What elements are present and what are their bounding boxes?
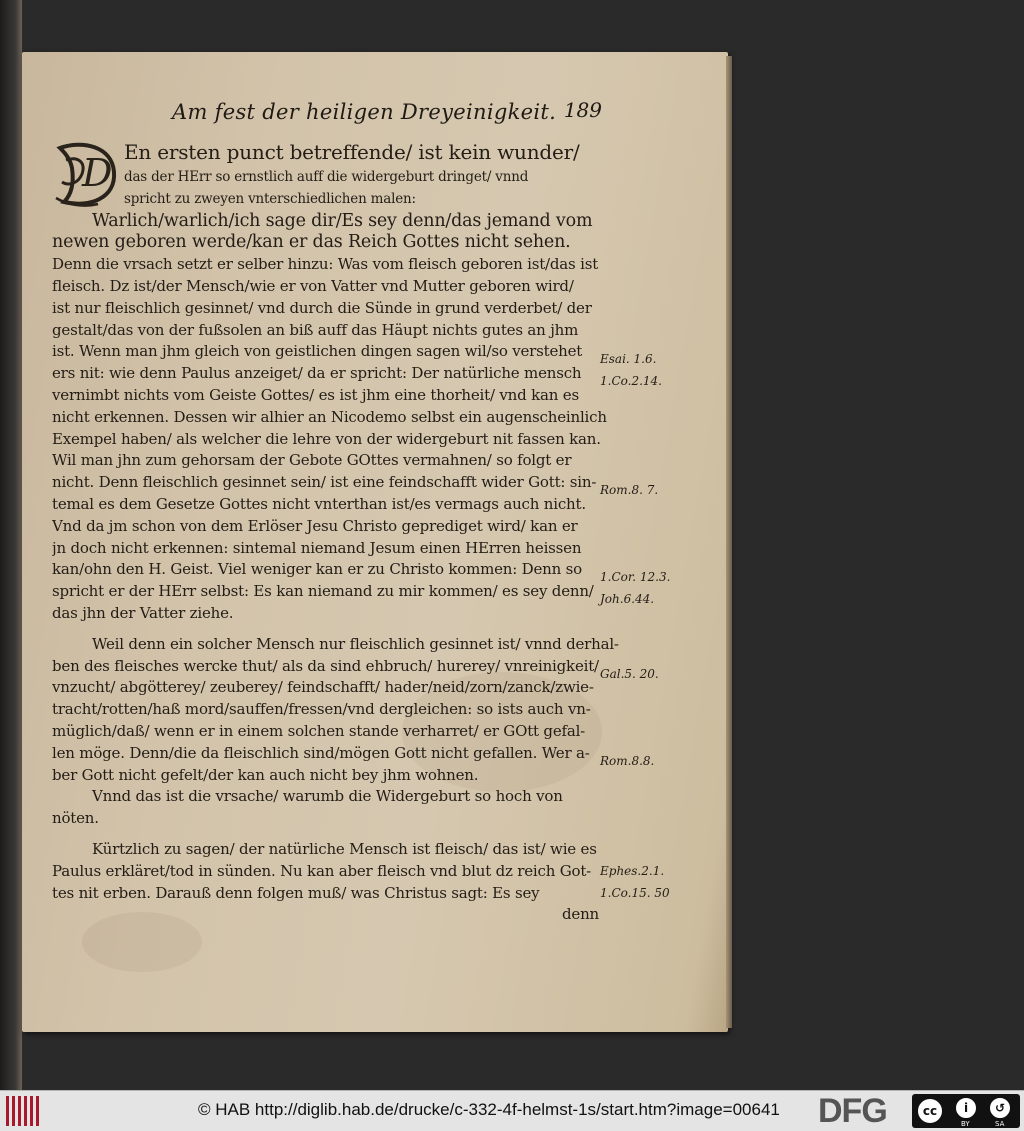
text-line: ers nit: wie denn Paulus anzeiget/ da er spricht: Der natürliche mensch — [52, 364, 582, 383]
text-line: Warlich/warlich/ich sage dir/Es sey denn/das jemand vom — [92, 210, 593, 231]
text-line: Kürtzlich zu sagen/ der natürliche Mensch ist fleisch/ das ist/ wie es — [92, 839, 597, 858]
text-line: Weil denn ein solcher Mensch nur fleischlich gesinnet ist/ vnnd derhal- — [92, 634, 619, 653]
catchword: denn — [562, 905, 600, 924]
text-line: kan/ohn den H. Geist. Viel weniger kan er zu Christo kommen: Denn so — [52, 560, 582, 579]
text-line: ist. Wenn man jhm gleich von geistlichen dingen sagen wil/so verstehet — [52, 342, 583, 361]
margin-note: Rom.8.8. — [600, 754, 655, 768]
body-text — [52, 137, 624, 926]
text-line: ist nur fleischlich gesinnet/ vnd durch die Sünde in grund verderbet/ der — [52, 298, 592, 317]
text-line: nicht erkennen. Dessen wir alhier an Nicodemo selbst ein augenscheinlich — [52, 407, 607, 426]
footer-bar — [0, 1090, 1024, 1131]
text-line: ben des fleisches wercke thut/ als da sind ehbruch/ hurerey/ vnreinigkeit/ — [52, 656, 599, 675]
text-line: Wil man jhn zum gehorsam der Gebote GOttes vermahnen/ so folgt er — [52, 451, 572, 470]
text-line: Vnnd das ist die vrsache/ warumb die Widergeburt so hoch von — [92, 787, 563, 806]
margin-note: 1.Co.15. 50 — [600, 886, 670, 900]
by-label: BY — [961, 1120, 970, 1128]
cc-icon: cc — [916, 1097, 944, 1125]
text-line: Exempel haben/ als welcher die lehre von der widergeburt nit fassen kan. — [52, 429, 601, 448]
text-line: nicht. Denn fleischlich gesinnet sein/ ist eine feindschafft wider Gott: sin- — [52, 473, 597, 492]
margin-note: Joh.6.44. — [600, 592, 655, 606]
margin-note: 1.Cor. 12.3. — [600, 570, 671, 584]
sa-label: SA — [995, 1120, 1005, 1128]
text-line: tes nit erben. Darauß denn folgen muß/ was Christus sagt: Es sey — [52, 883, 540, 902]
text-line: ber Gott nicht gefelt/der kan auch nicht bey jhm wohnen. — [52, 765, 479, 784]
margin-note: Rom.8. 7. — [600, 483, 659, 497]
margin-note: Gal.5. 20. — [600, 667, 659, 681]
text-line: tracht/rotten/haß mord/sauffen/fressen/vnd dergleichen: so ists auch vn- — [52, 700, 591, 719]
text-line: jn doch nicht erkennen: sintemal niemand Jesum einen HErren heissen — [52, 538, 582, 557]
text-line: fleisch. Dz ist/der Mensch/wie er von Vatter vnd Mutter geboren wird/ — [52, 276, 574, 295]
text-line: len möge. Denn/die da fleischlich sind/mögen Gott nicht gefallen. Wer a- — [52, 743, 590, 762]
text-line: Paulus erkläret/tod in sünden. Nu kan aber fleisch vnd blut dz reich Got- — [52, 861, 592, 880]
text-line: nöten. — [52, 809, 99, 828]
text-line: Vnd da jm schon von dem Erlöser Jesu Christo geprediget wird/ kan er — [52, 516, 578, 535]
text-line: das jhn der Vatter ziehe. — [52, 603, 234, 622]
text-line: Denn die vrsach setzt er selber hinzu: Was vom fleisch geboren ist/das ist — [52, 255, 599, 274]
text-line: newen geboren werde/kan er das Reich Gottes nicht sehen. — [52, 232, 571, 253]
hab-logo[interactable] — [6, 1096, 46, 1126]
running-title: Am fest der heiligen Dreyeinigkeit. — [172, 100, 557, 124]
text-line: temal es dem Gesetze Gottes nicht vnterthan ist/es vermags auch nicht. — [52, 494, 586, 513]
copyright-link[interactable]: © HAB http://diglib.hab.de/drucke/c-332-4f-helmst-1s/start.htm?image=00641 — [198, 1100, 780, 1119]
sa-icon: ↺ — [988, 1096, 1012, 1120]
book-page — [22, 52, 728, 1032]
license-badge[interactable] — [912, 1094, 1020, 1128]
text-line: gestalt/das von der fußsolen an biß auff das Häupt nichts gutes an jhm — [52, 320, 579, 339]
margin-note: Esai. 1.6. — [600, 352, 657, 366]
scanner-background — [0, 0, 22, 1090]
initial-letter: D — [82, 151, 113, 195]
text-line: En ersten punct betreffende/ ist kein wunder/ — [124, 140, 580, 164]
text-line: müglich/daß/ wenn er in einem solchen stande verharret/ er GOtt gefal- — [52, 721, 586, 740]
text-line: das der HErr so ernstlich auff die widergeburt dringet/ vnnd — [124, 169, 529, 185]
dfg-logo[interactable]: DFG — [818, 1092, 887, 1130]
text-line: vernimbt nichts vom Geiste Gottes/ es ist jhm eine thorheit/ vnd kan es — [52, 385, 579, 404]
margin-note: 1.Co.2.14. — [600, 374, 662, 388]
margin-note: Ephes.2.1. — [600, 864, 665, 878]
page-number: 189 — [563, 98, 602, 122]
text-line: spricht zu zweyen vnterschiedlichen malen: — [124, 190, 416, 207]
text-line: spricht er der HErr selbst: Es kan niemand zu mir kommen/ es sey denn/ — [52, 582, 594, 601]
page-header — [172, 96, 602, 130]
by-icon: i — [954, 1096, 978, 1120]
text-line: vnzucht/ abgötterey/ zeuberey/ feindschafft/ hader/neid/zorn/zanck/zwie- — [52, 678, 594, 697]
page-edge — [726, 56, 732, 1028]
